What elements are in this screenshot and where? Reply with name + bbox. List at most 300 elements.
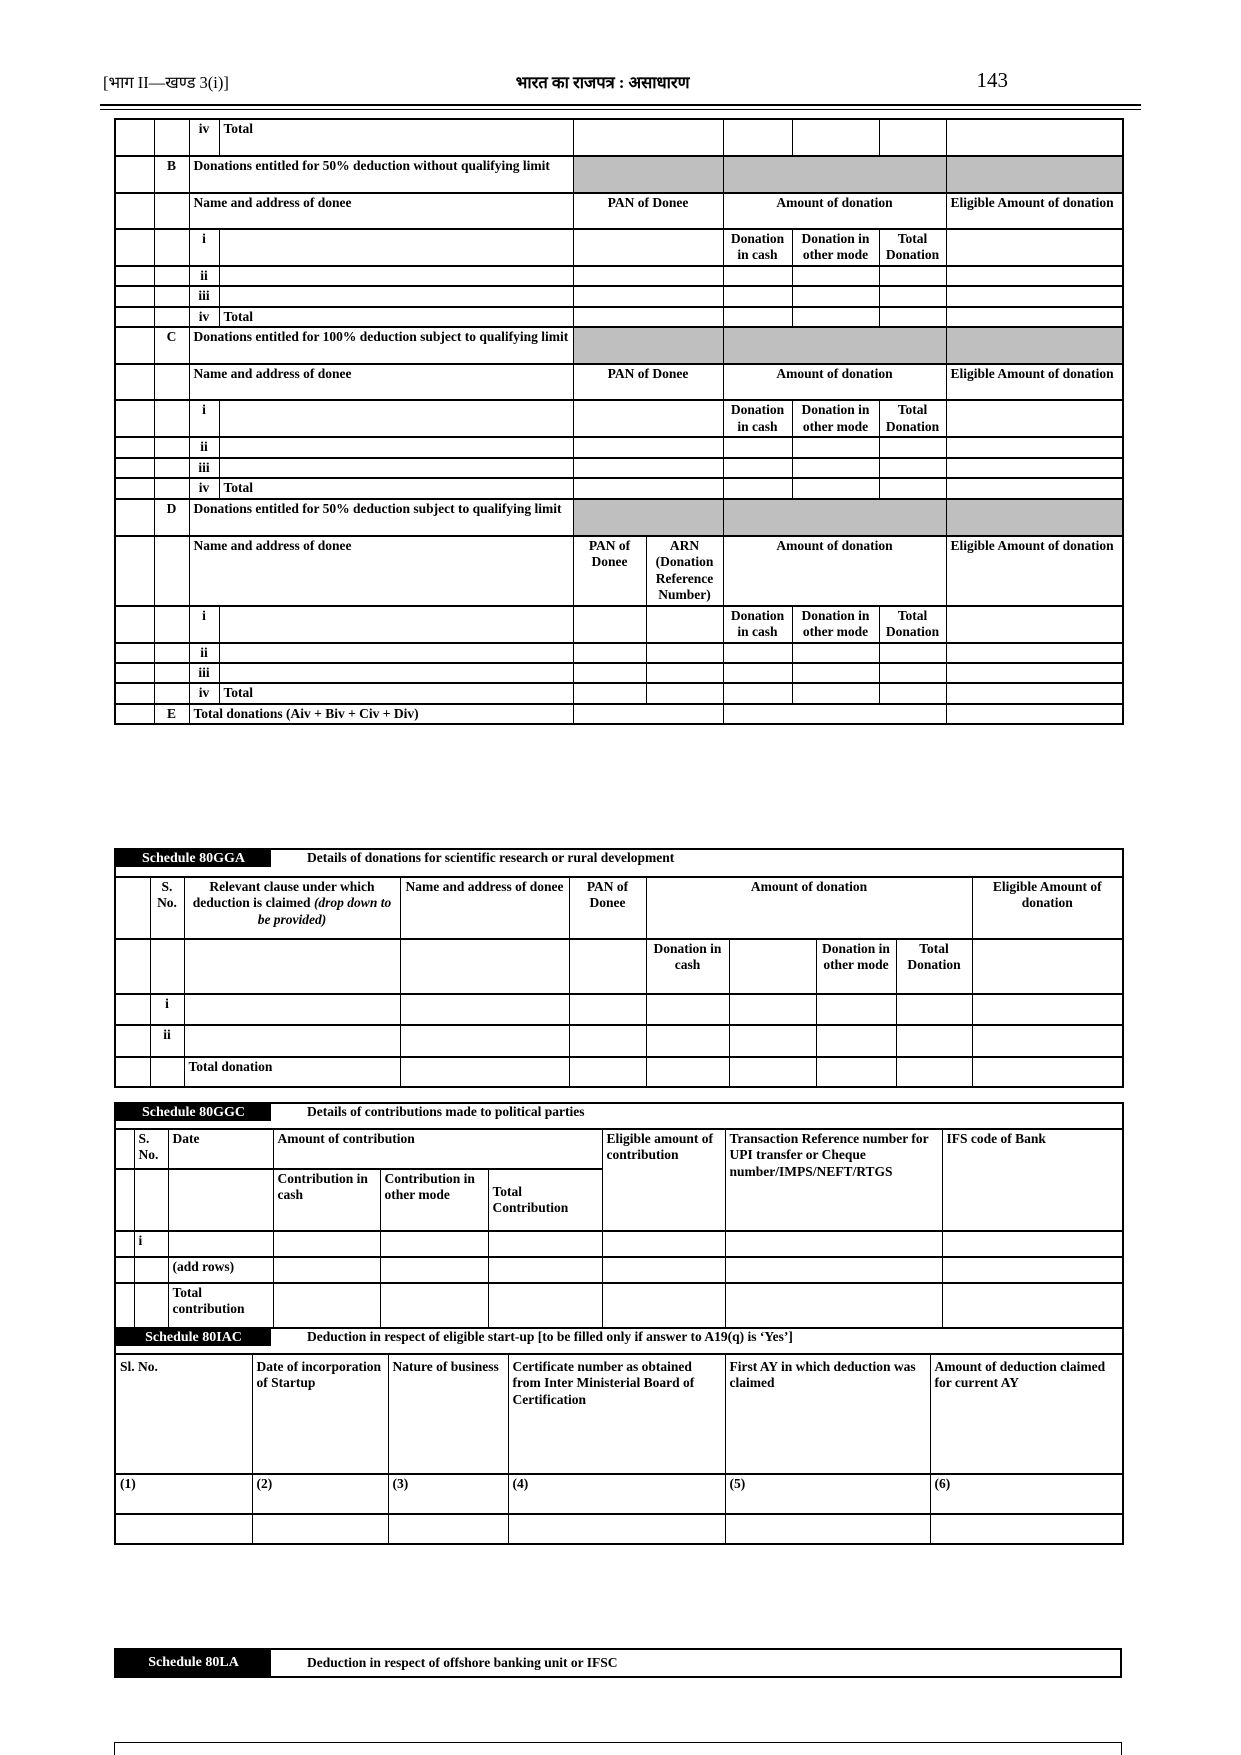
entry-row-i xyxy=(115,994,1123,1025)
total-donation-label: Total donation xyxy=(184,1057,400,1087)
empty-cell xyxy=(729,1057,816,1087)
empty-cell xyxy=(942,1257,1123,1283)
empty-cell xyxy=(573,400,723,437)
empty-cell xyxy=(569,994,646,1025)
gazette-title: भारत का राजपत्र : असाधारण xyxy=(515,73,690,92)
empty-cell xyxy=(115,286,154,306)
empty-cell xyxy=(879,286,946,306)
grand-total-label: Total donations (Aiv + Biv + Civ + Div) xyxy=(189,704,573,724)
empty-cell xyxy=(115,364,154,400)
row-num: iii xyxy=(189,458,219,478)
total-label: Total xyxy=(219,119,573,156)
empty-cell xyxy=(646,606,723,643)
empty-cell xyxy=(168,1169,273,1231)
empty-cell xyxy=(723,286,792,306)
empty-cell xyxy=(252,1514,388,1544)
empty-cell xyxy=(184,939,400,994)
empty-cell xyxy=(115,307,154,327)
empty-cell xyxy=(942,1283,1123,1331)
col-num: (2) xyxy=(252,1474,388,1514)
empty-cell xyxy=(723,478,792,498)
nature-of-business-header: Nature of business xyxy=(388,1354,508,1474)
empty-cell xyxy=(168,1231,273,1257)
entry-row-ii xyxy=(115,437,1123,457)
empty-cell xyxy=(896,1025,972,1057)
empty-cell xyxy=(569,939,646,994)
empty-cell xyxy=(972,939,1123,994)
empty-cell xyxy=(154,229,189,266)
empty-cell xyxy=(154,307,189,327)
empty-cell xyxy=(573,286,723,306)
row-num: ii xyxy=(189,266,219,286)
empty-cell xyxy=(273,1257,380,1283)
empty-cell xyxy=(154,119,189,156)
row-num: iii xyxy=(189,663,219,683)
empty-cell xyxy=(488,1257,602,1283)
row-num: ii xyxy=(189,437,219,457)
section-letter: E xyxy=(154,704,189,724)
empty-cell xyxy=(879,307,946,327)
empty-cell xyxy=(725,1257,942,1283)
name-address-header: Name and address of donee xyxy=(189,193,573,229)
empty-cell xyxy=(946,683,1123,703)
empty-cell xyxy=(115,877,150,939)
empty-cell xyxy=(723,683,792,703)
row-num: i xyxy=(189,229,219,266)
page-number: 143 xyxy=(976,68,1008,92)
section-b-row xyxy=(115,156,1123,193)
entry-row-i xyxy=(115,1231,1123,1257)
empty-cell xyxy=(729,1025,816,1057)
schedule-label-row xyxy=(115,1328,1123,1354)
row-num: ii xyxy=(150,1025,184,1057)
empty-cell xyxy=(792,437,879,457)
empty-cell xyxy=(184,994,400,1025)
row-num: i xyxy=(189,400,219,437)
empty-cell xyxy=(792,683,879,703)
schedule-80la-label: Schedule 80LA xyxy=(116,1650,271,1676)
empty-cell xyxy=(115,683,154,703)
empty-cell xyxy=(115,1129,134,1169)
empty-cell xyxy=(792,663,879,683)
row-num: iii xyxy=(189,286,219,306)
empty-cell xyxy=(573,478,723,498)
empty-cell xyxy=(115,939,150,994)
empty-cell xyxy=(400,1025,569,1057)
other-mode-subheader: Donation in other mode xyxy=(792,229,879,266)
empty-cell xyxy=(792,119,879,156)
empty-cell xyxy=(573,663,646,683)
empty-cell xyxy=(569,1057,646,1087)
schedule-80ggc-table xyxy=(114,1102,1124,1332)
total-donation-subheader: Total Donation xyxy=(879,229,946,266)
empty-cell xyxy=(972,1025,1123,1057)
column-header-row xyxy=(115,1129,1123,1169)
empty-cell xyxy=(115,606,154,643)
clause-header-text: Relevant clause under which deduction is claimed xyxy=(192,879,375,911)
certificate-number-header: Certificate number as obtained from Inter Ministerial Board of Certification xyxy=(508,1354,725,1474)
cash-subheader: Donation in cash xyxy=(723,400,792,437)
row-num: i xyxy=(134,1231,168,1257)
schedule-80ggc-label: Schedule 80GGC xyxy=(116,1104,271,1121)
entry-row-iii xyxy=(115,286,1123,306)
clause-header xyxy=(184,877,400,939)
empty-cell xyxy=(115,1169,134,1231)
total-row xyxy=(115,307,1123,327)
transaction-ref-header: Transaction Reference number for UPI transfer or Cheque number/IMPS/NEFT/RTGS xyxy=(725,1129,942,1231)
grand-total-row xyxy=(115,704,1123,724)
column-header-row xyxy=(115,536,1123,606)
empty-cell xyxy=(646,643,723,663)
row-num: i xyxy=(150,994,184,1025)
section-d-row xyxy=(115,499,1123,536)
empty-cell xyxy=(380,1283,488,1331)
header-part-section: [भाग II—खण्ड 3(i)] xyxy=(103,73,229,92)
empty-cell xyxy=(154,683,189,703)
row-num: iv xyxy=(189,119,219,156)
empty-cell xyxy=(946,663,1123,683)
name-address-header: Name and address of donee xyxy=(400,877,569,939)
empty-cell xyxy=(154,536,189,606)
empty-cell xyxy=(723,307,792,327)
empty-cell xyxy=(219,229,573,266)
empty-cell xyxy=(879,478,946,498)
empty-cell xyxy=(646,1025,729,1057)
gray-cell xyxy=(573,327,723,364)
empty-cell xyxy=(896,1057,972,1087)
eligible-header: Eligible Amount of donation xyxy=(946,364,1123,400)
other-mode-subheader: Donation in other mode xyxy=(792,606,879,643)
empty-cell xyxy=(400,994,569,1025)
empty-cell xyxy=(569,1025,646,1057)
empty-cell xyxy=(219,458,573,478)
empty-cell xyxy=(879,663,946,683)
empty-cell xyxy=(115,994,150,1025)
empty-cell xyxy=(115,663,154,683)
empty-cell xyxy=(115,119,154,156)
entry-row-iii xyxy=(115,663,1123,683)
col-num: (4) xyxy=(508,1474,725,1514)
schedule-80gga-label: Schedule 80GGA xyxy=(116,850,271,867)
empty-cell xyxy=(723,437,792,457)
row-num: iv xyxy=(189,307,219,327)
empty-cell xyxy=(646,1057,729,1087)
gray-cell xyxy=(723,156,946,193)
gray-cell xyxy=(946,327,1123,364)
empty-cell xyxy=(946,643,1123,663)
cash-subheader: Donation in cash xyxy=(646,939,729,994)
empty-cell xyxy=(115,458,154,478)
column-header-row xyxy=(115,364,1123,400)
empty-cell xyxy=(573,704,723,724)
empty-cell xyxy=(879,458,946,478)
schedule-80la-title: Deduction in respect of offshore banking unit or IFSC xyxy=(307,1655,618,1670)
schedule-80iac-header xyxy=(116,1329,1122,1346)
empty-cell xyxy=(879,119,946,156)
empty-cell xyxy=(879,683,946,703)
schedule-80iac-title: Deduction in respect of eligible start-up [to be filled only if answer to A19(q) is ‘Yes’] xyxy=(307,1329,793,1345)
total-contribution-row xyxy=(115,1283,1123,1331)
empty-cell xyxy=(723,119,792,156)
empty-cell xyxy=(115,1231,134,1257)
empty-cell xyxy=(488,1231,602,1257)
section-title: Donations entitled for 100% deduction subject to qualifying limit xyxy=(189,327,573,364)
col-num: (1) xyxy=(115,1474,252,1514)
cash-subheader: Donation in cash xyxy=(723,229,792,266)
empty-cell xyxy=(816,1025,896,1057)
section-letter: D xyxy=(154,499,189,536)
empty-cell xyxy=(115,643,154,663)
empty-cell xyxy=(573,458,723,478)
empty-cell xyxy=(723,663,792,683)
empty-cell xyxy=(723,704,946,724)
entry-row-ii xyxy=(115,643,1123,663)
empty-cell xyxy=(115,478,154,498)
empty-cell xyxy=(115,1025,150,1057)
cash-subheader: Donation in cash xyxy=(723,606,792,643)
section-title: Donations entitled for 50% deduction subject to qualifying limit xyxy=(189,499,573,536)
empty-cell xyxy=(946,119,1123,156)
empty-cell xyxy=(946,307,1123,327)
empty-cell xyxy=(219,266,573,286)
column-header-row xyxy=(115,877,1123,939)
schedule-80gga-title: Details of donations for scientific research or rural development xyxy=(307,850,675,866)
column-number-row xyxy=(115,1474,1123,1514)
empty-cell xyxy=(115,1103,1123,1129)
empty-cell xyxy=(972,994,1123,1025)
empty-cell xyxy=(115,1283,134,1331)
empty-cell xyxy=(725,1283,942,1331)
empty-cell xyxy=(508,1514,725,1544)
add-rows-row xyxy=(115,1257,1123,1283)
empty-cell xyxy=(729,939,816,994)
column-header-row xyxy=(115,193,1123,229)
empty-cell xyxy=(115,1514,252,1544)
empty-cell xyxy=(154,193,189,229)
empty-cell xyxy=(115,704,154,724)
total-donation-subheader: Total Donation xyxy=(879,606,946,643)
empty-cell xyxy=(400,1057,569,1087)
empty-cell xyxy=(154,286,189,306)
empty-cell xyxy=(723,266,792,286)
empty-cell xyxy=(184,1025,400,1057)
schedule-label-row xyxy=(115,1103,1123,1129)
date-header: Date xyxy=(168,1129,273,1169)
empty-cell xyxy=(602,1231,725,1257)
empty-cell xyxy=(816,1057,896,1087)
empty-cell xyxy=(723,458,792,478)
entry-row-iii xyxy=(115,458,1123,478)
header-double-rule xyxy=(100,104,1141,110)
schedule-80ggc-header xyxy=(116,1104,1122,1121)
total-label: Total xyxy=(219,683,573,703)
empty-cell xyxy=(573,119,723,156)
empty-cell xyxy=(219,437,573,457)
amount-header: Amount of donation xyxy=(646,877,972,939)
empty-cell xyxy=(154,478,189,498)
empty-cell xyxy=(573,266,723,286)
empty-cell xyxy=(154,437,189,457)
empty-entry-row xyxy=(115,1514,1123,1544)
entry-row-i xyxy=(115,229,1123,266)
empty-cell xyxy=(792,643,879,663)
empty-cell xyxy=(150,939,184,994)
pan-header: PAN of Donee xyxy=(573,364,723,400)
schedule-80g-table xyxy=(114,118,1124,725)
entry-row-i xyxy=(115,606,1123,643)
empty-cell xyxy=(115,266,154,286)
incorporation-date-header: Date of incorporation of Startup xyxy=(252,1354,388,1474)
empty-cell xyxy=(219,286,573,306)
schedule-80iac-table xyxy=(114,1327,1124,1545)
empty-cell xyxy=(946,458,1123,478)
empty-cell xyxy=(154,266,189,286)
arn-header: ARN (Donation Reference Number) xyxy=(646,536,723,606)
empty-cell xyxy=(219,643,573,663)
sno-header: S. No. xyxy=(134,1129,168,1169)
row-num: ii xyxy=(189,643,219,663)
gray-cell xyxy=(946,156,1123,193)
empty-cell xyxy=(946,606,1123,643)
empty-cell xyxy=(388,1514,508,1544)
empty-cell xyxy=(792,478,879,498)
empty-cell xyxy=(154,400,189,437)
empty-cell xyxy=(273,1283,380,1331)
col-num: (3) xyxy=(388,1474,508,1514)
column-header-row xyxy=(115,1354,1123,1474)
eligible-header: Eligible amount of contribution xyxy=(602,1129,725,1231)
section-c-row xyxy=(115,327,1123,364)
empty-cell xyxy=(942,1231,1123,1257)
entry-row-ii xyxy=(115,1025,1123,1057)
empty-cell xyxy=(946,478,1123,498)
empty-cell xyxy=(154,364,189,400)
schedule-80iac-label: Schedule 80IAC xyxy=(116,1329,271,1346)
empty-cell xyxy=(115,156,154,193)
gray-cell xyxy=(573,156,723,193)
empty-cell xyxy=(573,606,646,643)
ifs-code-header: IFS code of Bank xyxy=(942,1129,1123,1231)
empty-cell xyxy=(134,1283,168,1331)
empty-cell xyxy=(115,536,154,606)
empty-cell xyxy=(646,994,729,1025)
empty-cell xyxy=(879,437,946,457)
empty-cell xyxy=(115,849,1123,877)
empty-cell xyxy=(380,1231,488,1257)
amount-header: Amount of donation xyxy=(723,536,946,606)
pan-header: PAN of Donee xyxy=(573,193,723,229)
empty-cell xyxy=(646,663,723,683)
total-donation-subheader: Total Donation xyxy=(879,400,946,437)
empty-cell xyxy=(725,1514,930,1544)
schedule-80gga-header xyxy=(116,850,1122,867)
empty-cell xyxy=(400,939,569,994)
col-num: (5) xyxy=(725,1474,930,1514)
empty-cell xyxy=(115,437,154,457)
total-row xyxy=(115,478,1123,498)
amount-header: Amount of contribution xyxy=(273,1129,602,1169)
empty-cell xyxy=(134,1169,168,1231)
empty-cell xyxy=(602,1283,725,1331)
empty-cell xyxy=(273,1231,380,1257)
empty-cell xyxy=(946,266,1123,286)
eligible-header: Eligible Amount of donation xyxy=(972,877,1123,939)
empty-cell xyxy=(573,307,723,327)
empty-cell xyxy=(219,400,573,437)
other-mode-subheader: Donation in other mode xyxy=(816,939,896,994)
schedule-80la-cutoff-row xyxy=(114,1742,1122,1755)
entry-row-i xyxy=(115,400,1123,437)
amount-header: Amount of donation xyxy=(723,193,946,229)
section-title: Donations entitled for 50% deduction without qualifying limit xyxy=(189,156,573,193)
empty-cell xyxy=(380,1257,488,1283)
page-header xyxy=(103,68,1008,93)
total-row xyxy=(115,683,1123,703)
empty-cell xyxy=(154,606,189,643)
cash-subheader: Contribution in cash xyxy=(273,1169,380,1231)
other-mode-subheader: Donation in other mode xyxy=(792,400,879,437)
empty-cell xyxy=(134,1257,168,1283)
col-num: (6) xyxy=(930,1474,1123,1514)
schedule-80gga-table xyxy=(114,848,1124,1088)
empty-cell xyxy=(792,286,879,306)
total-donation-row xyxy=(115,1057,1123,1087)
empty-cell xyxy=(930,1514,1123,1544)
empty-cell xyxy=(879,266,946,286)
empty-cell xyxy=(792,458,879,478)
empty-cell xyxy=(972,1057,1123,1087)
sno-header: S. No. xyxy=(150,877,184,939)
eligible-header: Eligible Amount of donation xyxy=(946,193,1123,229)
schedule-80la-header xyxy=(114,1648,1122,1678)
total-contribution-label: Total contribution xyxy=(168,1283,273,1331)
row-num: iv xyxy=(189,478,219,498)
empty-cell xyxy=(115,499,154,536)
empty-cell xyxy=(896,994,972,1025)
section-letter: B xyxy=(154,156,189,193)
row-num: iv xyxy=(189,683,219,703)
total-label: Total xyxy=(219,307,573,327)
gray-cell xyxy=(573,499,723,536)
empty-cell xyxy=(792,266,879,286)
empty-cell xyxy=(115,400,154,437)
name-address-header: Name and address of donee xyxy=(189,364,573,400)
empty-cell xyxy=(488,1283,602,1331)
empty-cell xyxy=(115,327,154,364)
empty-cell xyxy=(946,400,1123,437)
carryover-total-row xyxy=(115,119,1123,156)
empty-cell xyxy=(946,229,1123,266)
empty-cell xyxy=(573,229,723,266)
gray-cell xyxy=(723,499,946,536)
total-label: Total xyxy=(219,478,573,498)
empty-cell xyxy=(816,994,896,1025)
empty-cell xyxy=(573,437,723,457)
empty-cell xyxy=(219,663,573,683)
empty-cell xyxy=(946,704,1123,724)
empty-cell xyxy=(602,1257,725,1283)
empty-cell xyxy=(946,437,1123,457)
pan-header: PAN of Donee xyxy=(573,536,646,606)
empty-cell xyxy=(154,663,189,683)
clause-header-note: (drop down to be provided) xyxy=(257,895,392,927)
empty-cell xyxy=(573,683,646,703)
schedule-label-row xyxy=(115,849,1123,877)
entry-row-ii xyxy=(115,266,1123,286)
empty-cell xyxy=(115,193,154,229)
empty-cell xyxy=(725,1231,942,1257)
empty-cell xyxy=(154,643,189,663)
